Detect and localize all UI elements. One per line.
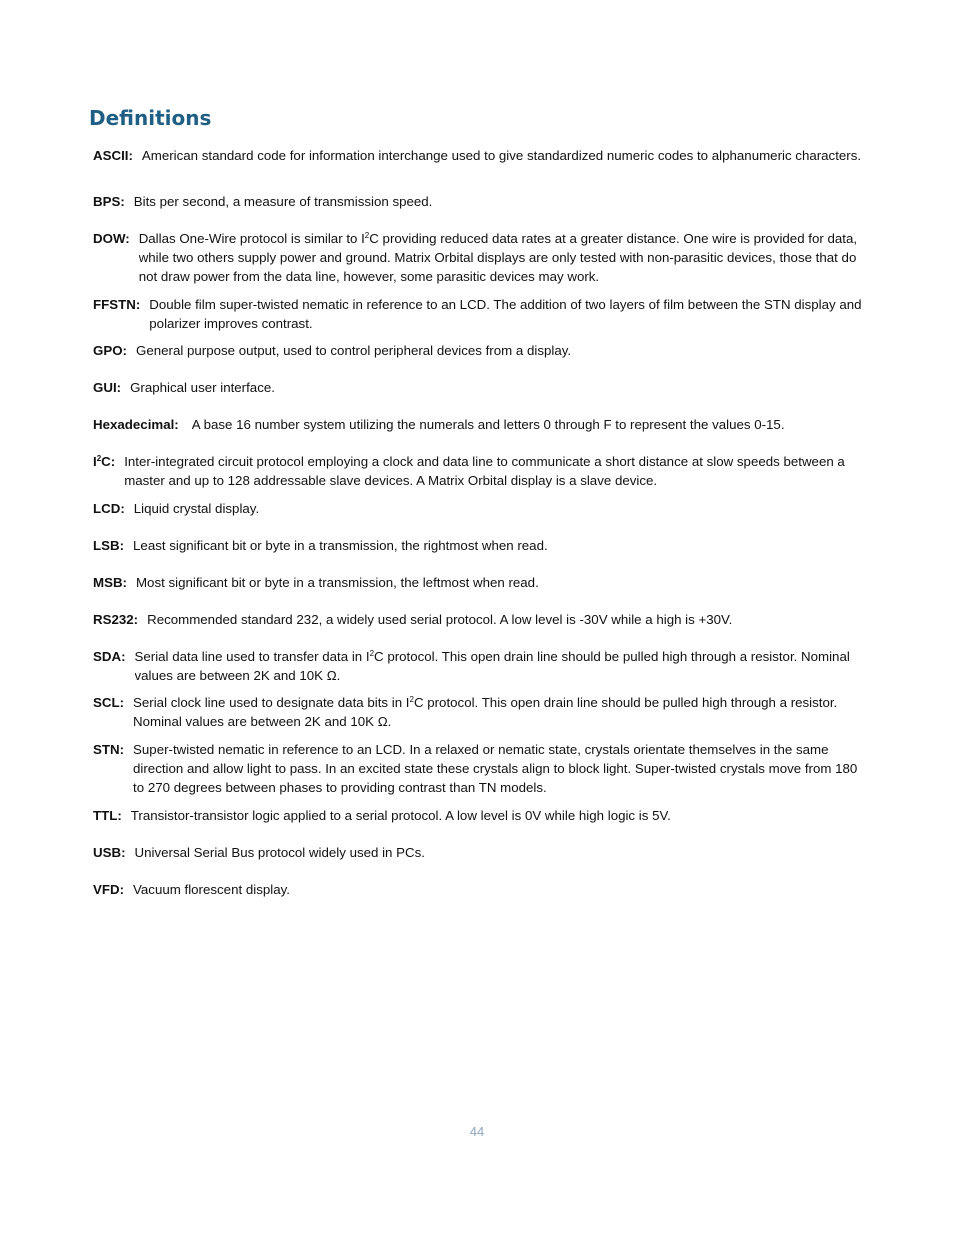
desc-lcd: Liquid crystal display.: [133, 501, 260, 516]
term-ffstn: FFSTN:: [93, 297, 141, 312]
definition-bps: [93, 192, 863, 211]
definition-lsb: [93, 536, 863, 555]
desc-rs232: Recommended standard 232, a widely used serial protocol. A low level is -30V while a high is +30V.: [147, 612, 733, 627]
desc-dow: Dallas One-Wire protocol is similar to $I^2C$ providing reduced data rates at a greater distance. One wire is provided for data, while two others supply power and ground. Matrix Orbital displays are only tested with non-parasitic devices, those that do not draw power from the data line, however, some parasitic devices may work.: [138, 231, 858, 284]
definition-ttl: [93, 806, 863, 825]
desc-vfd: Vacuum florescent display.: [133, 882, 290, 897]
definition-gui: [93, 378, 863, 397]
definition-msb: [93, 573, 863, 592]
desc-ascii: American standard code for information interchange used to give standardized numeric codes to alphanumeric characters.: [141, 148, 862, 163]
term-ttl: TTL:: [93, 808, 122, 823]
definition-gpo: [93, 341, 863, 360]
desc-i2c: Inter-integrated circuit protocol employing a clock and data line to communicate a short distance at slow speeds between a master and up to 128 addressable slave devices. A Matrix Orbital display is a slave device.: [124, 454, 845, 488]
definition-rs232: [93, 610, 863, 629]
definition-ascii: [93, 146, 863, 165]
desc-gpo: General purpose output, used to control peripheral devices from a display.: [135, 343, 572, 358]
desc-ttl: Transistor-transistor logic applied to a serial protocol. A low level is 0V while high logic is 5V.: [130, 808, 671, 823]
term-sda: SDA:: [93, 649, 126, 664]
term-gui: GUI:: [93, 380, 122, 395]
definition-lcd: [93, 499, 863, 518]
desc-lsb: Least significant bit or byte in a transmission, the rightmost when read.: [133, 538, 548, 553]
term-rs232: RS232:: [93, 612, 139, 627]
desc-msb: Most significant bit or byte in a transmission, the leftmost when read.: [135, 575, 539, 590]
term-dow: DOW:: [93, 231, 130, 246]
definition-stn: [93, 740, 863, 797]
definition-i2c: [93, 452, 863, 490]
term-stn: STN:: [93, 742, 125, 757]
desc-bps: Bits per second, a measure of transmission speed.: [133, 194, 433, 209]
term-msb: MSB:: [93, 575, 127, 590]
page-title: Definitions: [89, 106, 212, 130]
page-number: 44: [469, 1124, 485, 1139]
desc-scl: Serial clock line used to designate data bits in $I^2C$ protocol. This open drain line should be pulled high through a resistor. Nominal values are between 2K and 10K Ω.: [133, 695, 838, 729]
term-ascii: ASCII:: [93, 148, 133, 163]
definition-dow: [93, 229, 863, 286]
term-gpo: GPO:: [93, 343, 127, 358]
desc-sda: Serial data line used to transfer data in $I^2C$ protocol. This open drain line should be pulled high through a resistor. Nominal values are between 2K and 10K Ω.: [134, 649, 850, 683]
term-hexadecimal: Hexadecimal:: [93, 417, 179, 432]
term-lcd: LCD:: [93, 501, 125, 516]
term-scl: SCL:: [93, 695, 125, 710]
desc-gui: Graphical user interface.: [130, 380, 275, 395]
term-lsb: LSB:: [93, 538, 125, 553]
desc-stn: Super-twisted nematic in reference to an LCD. In a relaxed or nematic state, crystals orientate themselves in the same direction and allow light to pass. In an excited state these crystals align to block light. Super-twisted crystals move from 180 to 270 degrees between phases to providing contrast than TN models.: [133, 742, 858, 795]
term-vfd: VFD:: [93, 882, 125, 897]
term-usb: USB:: [93, 845, 126, 860]
term-bps: BPS:: [93, 194, 125, 209]
desc-hexadecimal: A base 16 number system utilizing the numerals and letters 0 through F to represent the values 0-15.: [191, 417, 785, 432]
definition-sda: [93, 647, 863, 685]
definition-hexadecimal: [93, 415, 863, 434]
definition-scl: [93, 693, 863, 731]
desc-usb: Universal Serial Bus protocol widely used in PCs.: [134, 845, 425, 860]
desc-ffstn: Double film super-twisted nematic in reference to an LCD. The addition of two layers of film between the STN display and polarizer improves contrast.: [149, 297, 862, 331]
definition-vfd: [93, 880, 863, 899]
definition-ffstn: [93, 295, 863, 333]
definition-usb: [93, 843, 863, 862]
term-i2c: $I^2C$:: [93, 454, 116, 469]
